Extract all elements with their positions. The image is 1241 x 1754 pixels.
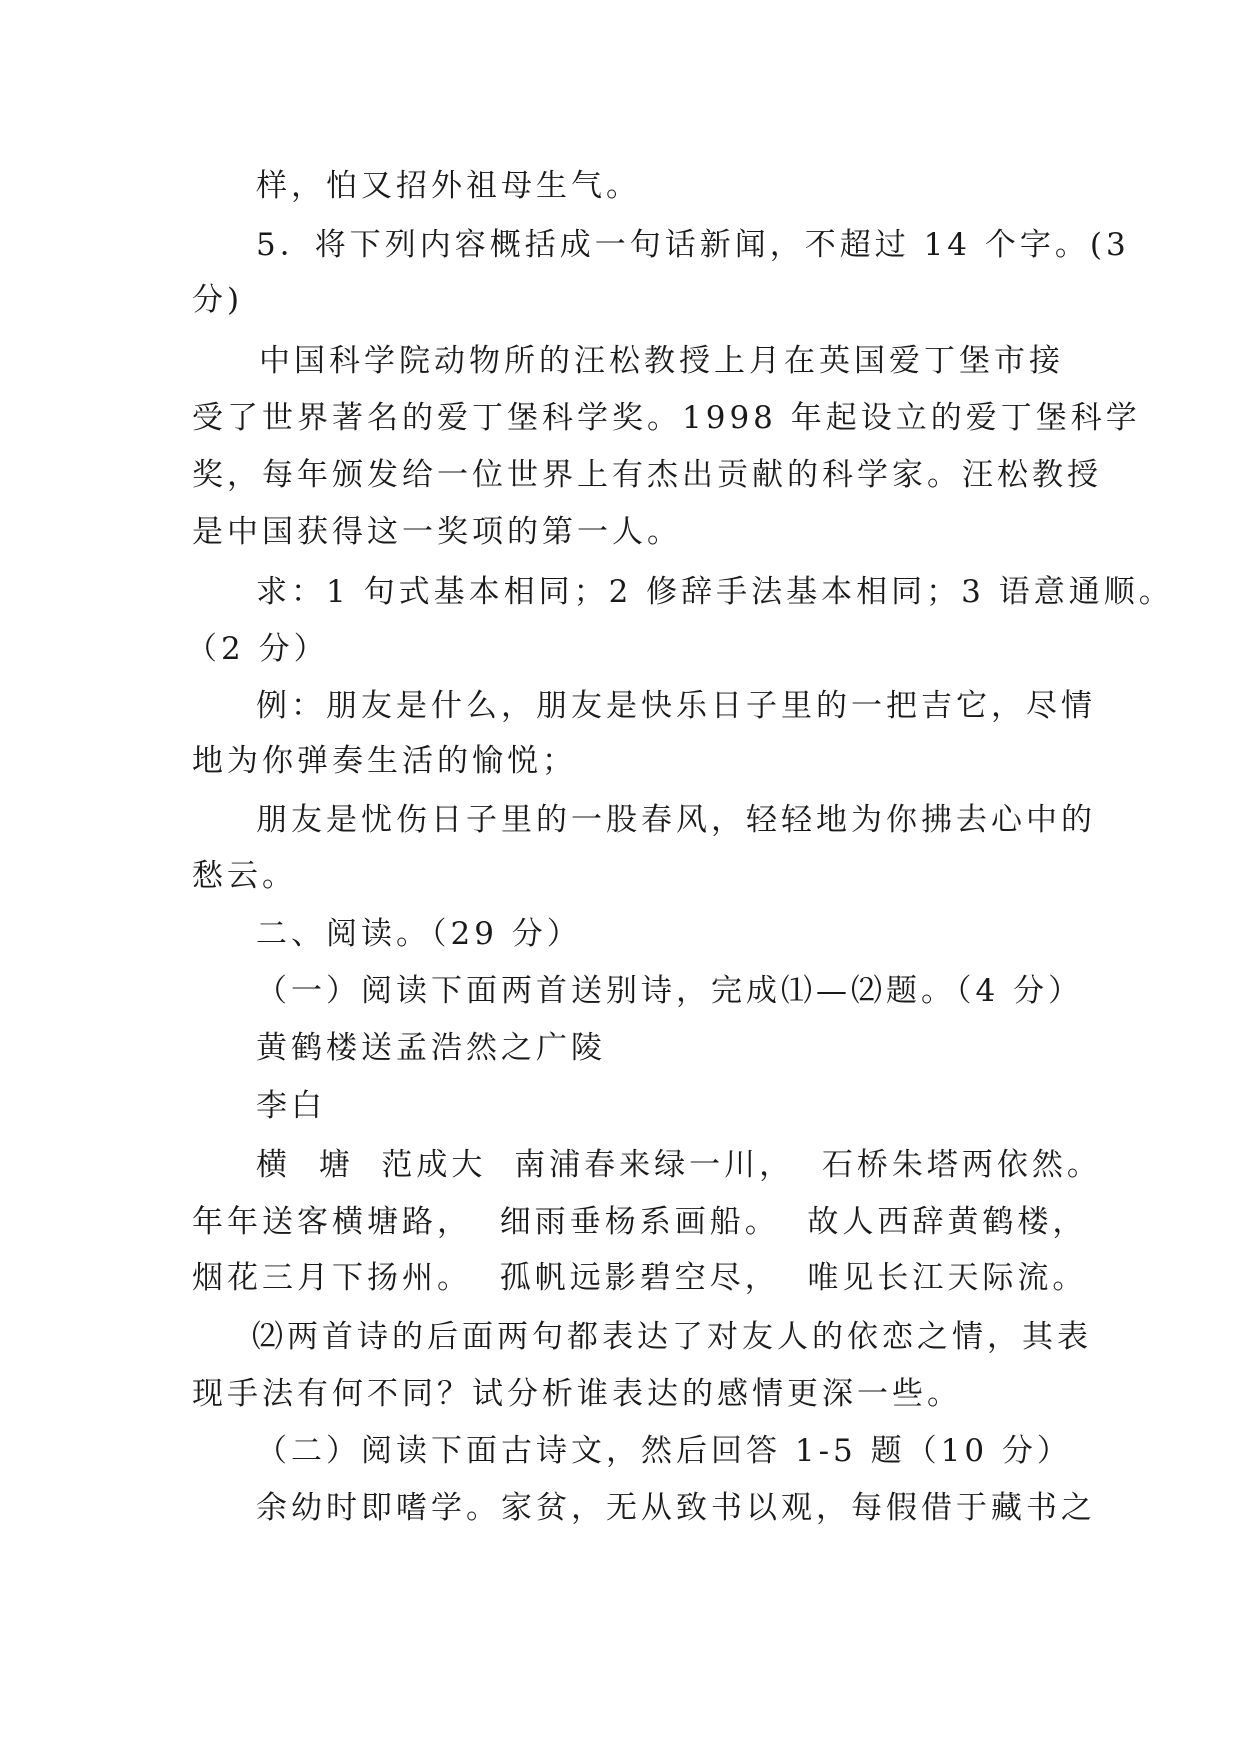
poem-author: 李白: [256, 1088, 326, 1124]
classical-text-line: 余幼时即嗜学。家贫，无从致书以观，每假借于藏书之: [256, 1490, 1096, 1526]
score-line: （2 分）: [186, 631, 329, 667]
requirement-line: 求：1 句式基本相同；2 修辞手法基本相同；3 语意通顺。: [256, 574, 1174, 610]
poem-title: 黄鹤楼送孟浩然之广陵: [256, 1030, 606, 1066]
text-line: 分): [192, 282, 244, 318]
question-line: 现手法有何不同？试分析谁表达的感情更深一些。: [192, 1376, 962, 1412]
poem-line: 年年送客横塘路， 细雨垂杨系画船。 故人西辞黄鹤楼，: [192, 1204, 1088, 1240]
example-line: 地为你弹奏生活的愉悦；: [192, 743, 577, 779]
subsection-heading: （一）阅读下面两首送别诗，完成⑴—⑵题。（4 分）: [256, 973, 1084, 1009]
paragraph-line: 受了世界著名的爱丁堡科学奖。1998 年起设立的爱丁堡科学: [192, 400, 1141, 436]
poem-line: 烟花三月下扬州。 孤帆远影碧空尽， 唯见长江天际流。: [192, 1260, 1088, 1296]
example-line: 例：朋友是什么，朋友是快乐日子里的一把吉它，尽情: [256, 688, 1096, 724]
question-line: ⑵两首诗的后面两句都表达了对友人的依恋之情，其表: [252, 1319, 1092, 1355]
section-heading: 二、阅读。（29 分）: [256, 916, 582, 952]
text-line: 样，怕又招外祖母生气。: [256, 168, 641, 204]
paragraph-line: 奖，每年颁发给一位世界上有杰出贡献的科学家。汪松教授: [192, 457, 1102, 493]
paragraph-line: 是中国获得这一奖项的第一人。: [192, 514, 682, 550]
subsection-heading: （二）阅读下面古诗文，然后回答 1-5 题（10 分）: [256, 1433, 1072, 1469]
example-line: 朋友是忧伤日子里的一股春风，轻轻地为你拂去心中的: [256, 802, 1096, 838]
question-5-line: 5．将下列内容概括成一句话新闻，不超过 14 个字。(3: [256, 227, 1130, 263]
example-line: 愁云。: [192, 858, 297, 894]
poem-line: 横 塘 范成大 南浦春来绿一川， 石桥朱塔两依然。: [256, 1147, 1102, 1183]
paragraph-line: 中国科学院动物所的汪松教授上月在英国爱丁堡市接: [259, 343, 1064, 379]
